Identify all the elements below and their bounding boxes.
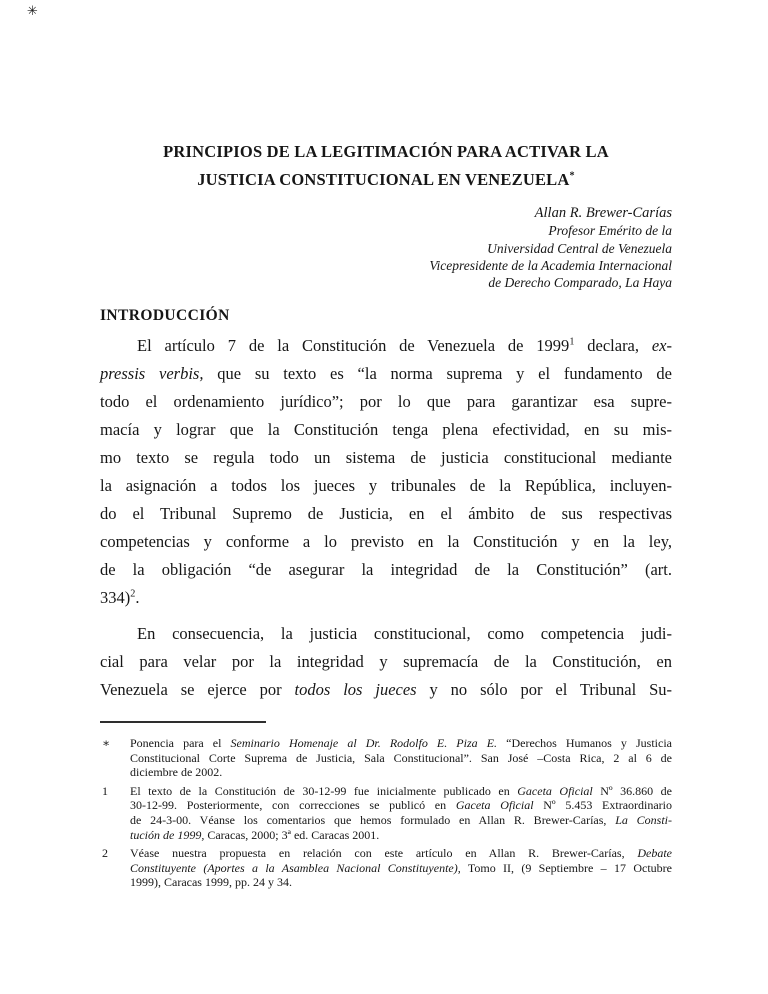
text-line: Allan R. Brewer-Carías bbox=[534, 205, 672, 221]
footnote-text bbox=[130, 846, 672, 890]
text-line: competencias y conforme a lo previsto en la Constitución y en la ley, bbox=[100, 532, 672, 551]
text-line: todo el ordenamiento jurídico”; por lo que para garantizar esa supre- bbox=[100, 392, 672, 411]
text-line: tución de 1999, Caracas, 2000; 3ª ed. Caracas 2001. bbox=[130, 827, 380, 842]
superscript-ref: * bbox=[569, 170, 575, 182]
text-line: Véase nuestra propuesta en relación con este artículo en Allan R. Brewer-Carías, Debate bbox=[130, 846, 672, 861]
text-line: JUSTICIA CONSTITUCIONAL EN VENEZUELA* bbox=[197, 170, 575, 189]
text-line: 334)$^2$. bbox=[100, 588, 140, 607]
footnote-text bbox=[130, 736, 672, 780]
text-line: Profesor Emérito de la bbox=[548, 223, 672, 239]
footnote-marker: ∗ bbox=[102, 736, 111, 750]
author-block bbox=[100, 205, 672, 291]
text-line: Ponencia para el Seminario Homenaje al Dr. Rodolfo E. Piza E. “Derechos Humanos y Justicia bbox=[130, 736, 672, 750]
text-line: 30-12-99. Posteriormente, con correcciones se publicó en Gaceta Oficial Nº 5.453 Extraordinario bbox=[130, 798, 672, 813]
text-line: de la obligación “de asegurar la integridad de la Constitución” (art. bbox=[100, 560, 672, 579]
text-line: do el Tribunal Supremo de Justicia, en el ámbito de sus respectivas bbox=[100, 504, 672, 523]
text-line: Venezuela se ejerce por todos los jueces y no sólo por el Tribunal Su- bbox=[100, 680, 672, 699]
text-line: mo texto se regula todo un sistema de justicia constitucional mediante bbox=[100, 448, 672, 467]
text-line: En consecuencia, la justicia constitucional, como competencia judi- bbox=[137, 624, 672, 643]
paper-title bbox=[100, 138, 672, 194]
text-line: Universidad Central de Venezuela bbox=[487, 240, 672, 256]
footnote-1 bbox=[100, 784, 672, 842]
text-line: diciembre de 2002. bbox=[130, 765, 223, 780]
text-line: macía y lograr que la Constitución tenga plena efectividad, en su mis- bbox=[100, 420, 672, 439]
footnote-text bbox=[130, 784, 672, 842]
page-corner-mark: ✳ bbox=[27, 4, 38, 19]
section-heading-introduccion: INTRODUCCIÓN bbox=[100, 307, 230, 324]
text-line: pressis verbis, que su texto es “la norma suprema y el fundamento de bbox=[100, 364, 672, 383]
footnotes-section bbox=[100, 736, 672, 894]
superscript-ref: 1 bbox=[569, 336, 575, 348]
text-line: PRINCIPIOS DE LA LEGITIMACIÓN PARA ACTIVAR LA bbox=[163, 142, 609, 161]
text-line: de 24-3-00. Véanse los comentarios que hemos formulado en Allan R. Brewer-Carías, La Consti- bbox=[130, 812, 673, 827]
text-line: de Derecho Comparado, La Haya bbox=[488, 275, 672, 291]
footnote-2 bbox=[100, 846, 672, 890]
body-paragraph-2 bbox=[100, 620, 672, 704]
footnote-marker: 1 bbox=[102, 783, 108, 798]
text-line: la asignación a todos los jueces y tribunales de la República, incluyen- bbox=[100, 476, 672, 495]
footnote-asterisk bbox=[100, 736, 672, 780]
text-line: El texto de la Constitución de 30-12-99 fue inicialmente publicado en Gaceta Oficial Nº 36.860 de bbox=[130, 783, 673, 798]
body-paragraph-1 bbox=[100, 332, 672, 612]
footnote-marker: 2 bbox=[102, 846, 108, 861]
text-line: 1999), Caracas 1999, pp. 24 y 34. bbox=[130, 875, 292, 890]
footnote-separator-rule bbox=[100, 721, 266, 723]
text-line: Constituyente (Aportes a la Asamblea Nacional Constituyente), Tomo II, (9 Septiembre – 17 Octubre bbox=[130, 860, 672, 875]
text-line: cial para velar por la integridad y supremacía de la Constitución, en bbox=[100, 652, 672, 671]
superscript-ref: 2 bbox=[130, 588, 136, 600]
text-line: Constitucional Corte Suprema de Justicia, Sala Constitucional”. San José –Costa Rica, 2 al 6 de bbox=[130, 750, 672, 765]
text-line: Vicepresidente de la Academia Internacional bbox=[429, 257, 672, 273]
text-line: El artículo 7 de la Constitución de Venezuela de 1999$^1$ declara, ex- bbox=[137, 336, 673, 355]
